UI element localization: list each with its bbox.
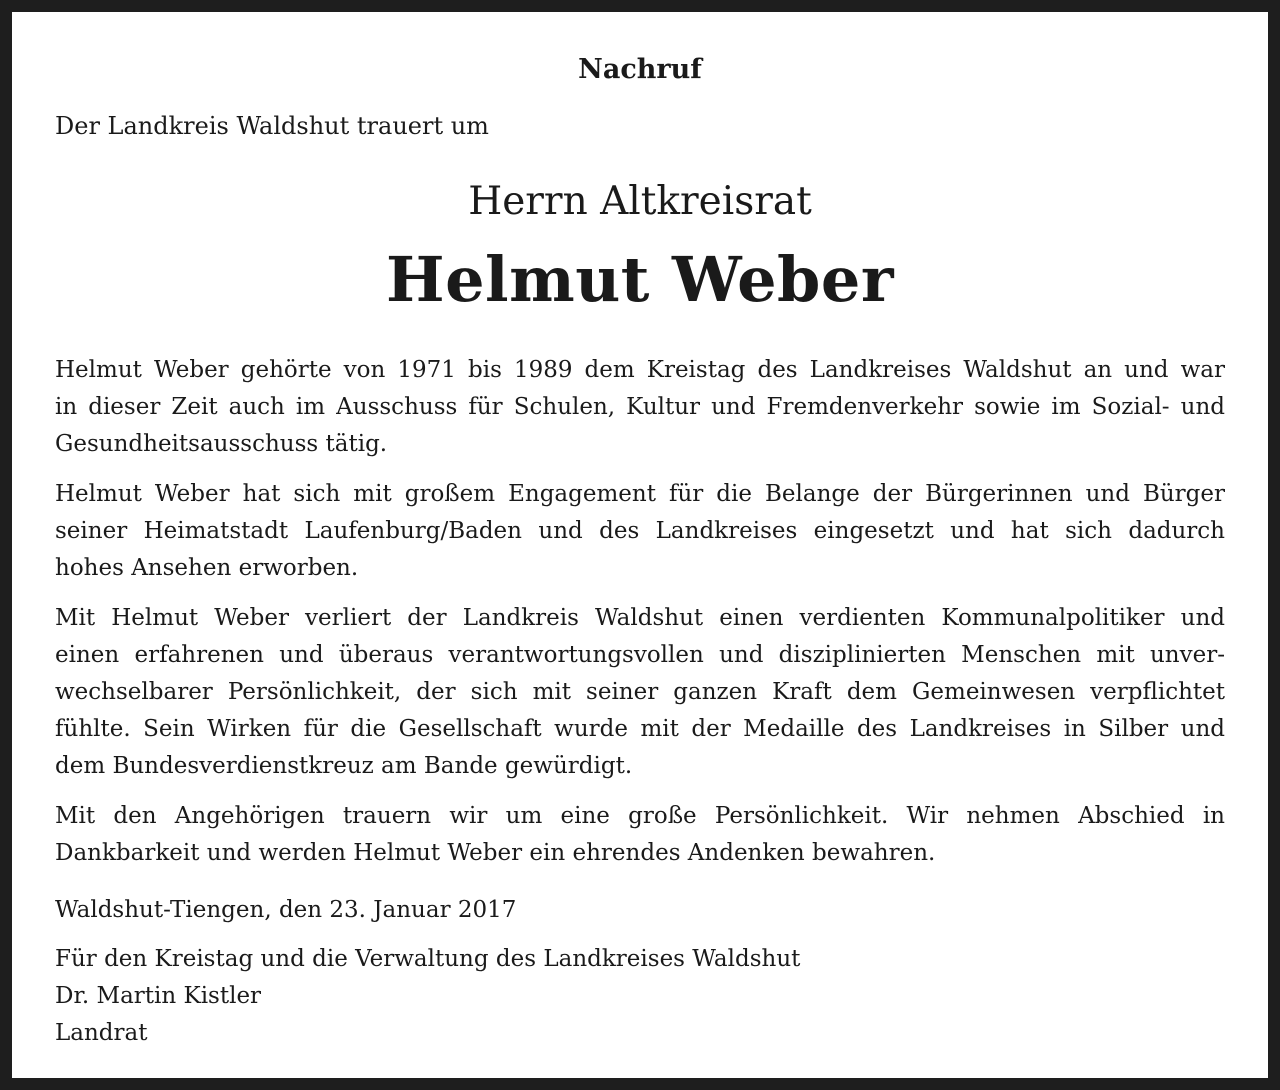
text-line: dem Bundesverdienstkreuz am Bande gewürdigt. [55, 753, 633, 779]
notice-body [55, 352, 1225, 885]
text-line: Dankbarkeit und werden Helmut Weber ein ehrendes Andenken bewahren. [55, 840, 936, 866]
text-line: in dieser Zeit auch im Ausschuss für Schulen, Kultur und Fremdenverkehr sowie im Sozial- und [55, 394, 1225, 420]
text-line: Mit Helmut Weber verliert der Landkreis Waldshut einen verdienten Kommunalpolitiker und [55, 605, 1225, 631]
paragraph-engagement [55, 476, 1225, 587]
intro-line: Der Landkreis Waldshut trauert um [55, 112, 489, 140]
text-line: Mit den Angehörigen trauern wir um eine große Persönlichkeit. Wir nehmen Abschied in [55, 803, 1225, 829]
text-line: Gesundheitsausschuss tätig. [55, 431, 388, 457]
text-line: wechselbarer Persönlichkeit, der sich mit seiner ganzen Kraft dem Gemeinwesen verpflichtet [55, 679, 1225, 705]
paragraph-condolence [55, 798, 1225, 872]
text-line: einen erfahrenen und überaus verantwortungsvollen und disziplinierten Menschen mit unver- [55, 642, 1225, 668]
on-behalf-line: Für den Kreistag und die Verwaltung des Landkreises Waldshut [55, 946, 801, 972]
place-date-line: Waldshut-Tiengen, den 23. Januar 2017 [55, 897, 517, 923]
notice-heading: Nachruf [578, 54, 702, 85]
text-line: seiner Heimatstadt Laufenburg/Baden und des Landkreises eingesetzt und hat sich dadurch [55, 518, 1225, 544]
obituary-notice [12, 12, 1268, 1078]
text-line: Helmut Weber gehörte von 1971 bis 1989 dem Kreistag des Landkreises Waldshut an und war [55, 357, 1225, 383]
paragraph-career [55, 352, 1225, 463]
deceased-name: Helmut Weber [386, 243, 894, 316]
text-line: Helmut Weber hat sich mit großem Engagement für die Belange der Bürgerinnen und Bürger [55, 481, 1225, 507]
signature-block [55, 941, 800, 1052]
signer-name: Dr. Martin Kistler [55, 983, 262, 1009]
paragraph-tribute [55, 600, 1225, 785]
text-line: hohes Ansehen erworben. [55, 555, 359, 581]
honorific-title: Herrn Altkreisrat [468, 179, 812, 224]
text-line: fühlte. Sein Wirken für die Gesellschaft wurde mit der Medaille des Landkreises in Silber und [55, 716, 1225, 742]
signer-role: Landrat [55, 1020, 148, 1046]
